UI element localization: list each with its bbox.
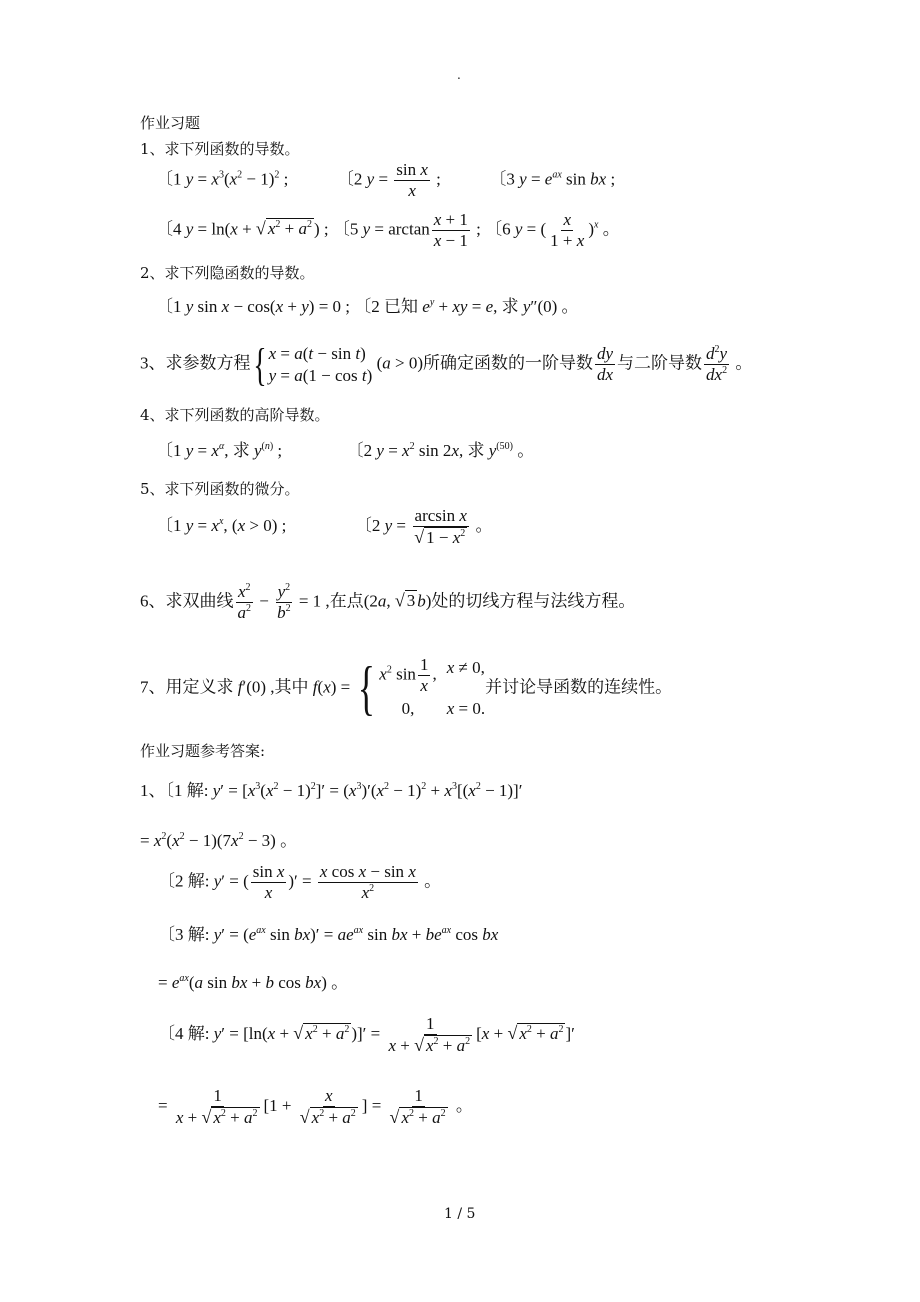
- q2-row: 〔1 y sin x − cos(x + y) = 0 ; 〔2 已知 $e^y$ + xy = e, 求 y″(0) 。: [156, 297, 579, 316]
- answers-title: 作业习题参考答案:: [140, 742, 266, 760]
- q1-row2: 〔4 y = ln(x + √ $x^2 + a^2$ ) ; 〔5 y = arctan $\frac{x + 1}{x - 1}$ ; 〔6 y = ( $\frac{x}{1 + x}$ )$^x$ 。: [156, 210, 620, 250]
- q1-heading: 1、求下列函数的导数。: [140, 140, 300, 158]
- q5-row: 〔1 $y = x^x$, (x > 0) ; 〔2 y = $\frac{\text{arcsin x}}{√ 1 - x^2}$ 。: [156, 506, 493, 547]
- q5-heading: 5、求下列函数的微分。: [140, 480, 300, 498]
- q4-row: 〔1 $y = x^\alpha$, 求 $y^{(n)}$ ; 〔2 $y = x^2$ sin 2x, 求 $y^{(50)}$ 。: [156, 441, 535, 460]
- q3-row: 3、求参数方程{ x = a(t − sin t) y = a(1 − cos t) (a > 0)所确定函数的一阶导数 $\frac{dy}{dx}$ 与二阶导数 $\frac{d^2y}{dx^2}$ 。: [140, 339, 753, 390]
- page-number: 1 / 5: [444, 1206, 476, 1222]
- q4-heading: 4、求下列函数的高阶导数。: [140, 406, 330, 424]
- a4-row1: 〔4 解: y′ = [ln(x + √ $x^2 + a^2$ )]′ = $\frac{1}{x + √ x^2 + a^2}$ [x + √ $x^2 + a^2$ ]′: [158, 1014, 575, 1055]
- q6-row: 6、求双曲线 $\frac{x^2}{a^2}$ − $\frac{y^2}{b^2}$ = 1 ,在点(2a, √ 3 b)处的切线方程与法线方程。: [140, 582, 636, 622]
- a3-row1: 〔3 解: $y' = (e^{ax}$ $\sin bx)' = ae^{ax}$ sin bx + $be^{ax}$ cos bx: [158, 925, 499, 944]
- q2-heading: 2、求下列隐函数的导数。: [140, 264, 315, 282]
- q7-row: 7、用定义求 f′(0) ,其中 f(x) = { $x^2$ sin $\frac{1}{x}$ , x ≠ 0, 0, x = 0. 并讨论导函数的连续性。: [140, 655, 673, 721]
- a1-row2: = $x^2(x^2 - 1)(7x^2 - 3)$ 。: [140, 831, 298, 850]
- a1-row1: 1、〔1 解: $y' = [x^3(x^2 - 1)^2]' = (x^3)'(x^2 - 1)^2 + x^3[(x^2 - 1)]'$: [140, 781, 523, 800]
- header-dot: .: [457, 68, 461, 82]
- a2-row: 〔2 解: y′ = ( $\frac{\text{sin x}}{x}$ )′ = $\frac{\text{x cos x − sin x}}{x^2}$ 。: [158, 862, 442, 902]
- a3-row2: = $e^{ax}(a$ sin bx + b cos bx) 。: [158, 973, 349, 992]
- homework-title: 作业习题: [140, 114, 201, 132]
- q1-row1: 〔1 $y = x^3(x^2 - 1)^2$ ; 〔2 y = $\frac{\text{sin x}}{x}$ ; 〔3 $y = e^{ax}$ sin bx ;: [156, 160, 616, 200]
- a4-row2: = $\frac{1}{x + √ x^2 + a^2}$ [1 + $\frac{x}{√ x^2 + a^2}$ ] = $\frac{1}{√ x^2 + a^2}$ 。: [158, 1086, 473, 1127]
